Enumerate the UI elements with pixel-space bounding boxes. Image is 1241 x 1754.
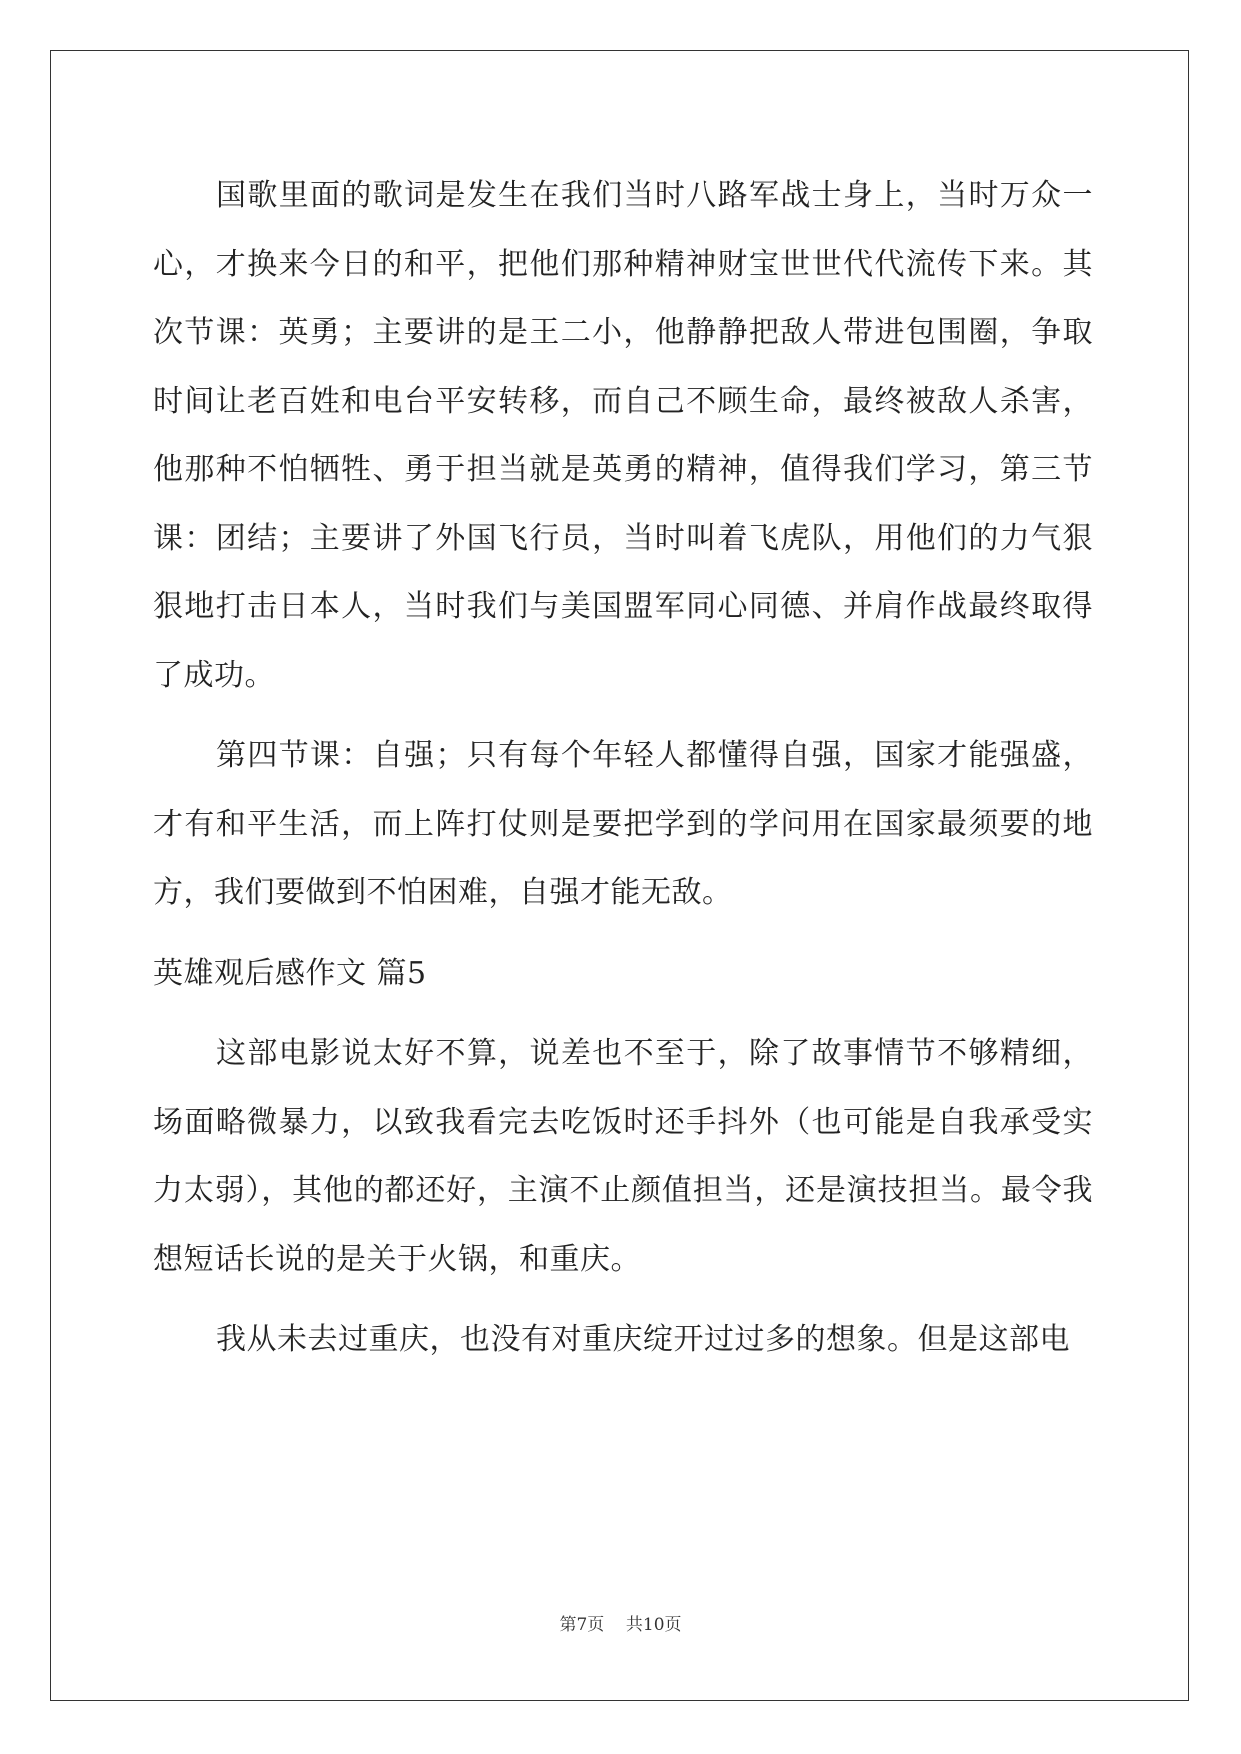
paragraph: 我从未去过重庆，也没有对重庆绽开过过多的想象。但是这部电 [216,1322,1070,1357]
page-number: 第7页 [559,1615,605,1635]
document-body [153,162,1093,1375]
page-footer [0,1610,1241,1635]
paragraph: 第四节课：自强；只有每个年轻人都懂得自强，国家才能强盛，才有和平生活，而上阵打仗则是要把学到的学问用在国家最须要的地方，我们要做到不怕困难，自强才能无敌。 [153,738,1093,910]
page-total: 共10页 [625,1615,682,1635]
paragraph: 这部电影说太好不算，说差也不至于，除了故事情节不够精细，场面略微暴力，以致我看完去吃饭时还手抖外（也可能是自我承受实力太弱），其他的都还好，主演不止颜值担当，还是演技担当。最令我想短话长说的是关于火锅，和重庆。 [153,1036,1093,1277]
paragraph: 国歌里面的歌词是发生在我们当时八路军战士身上，当时万众一心，才换来今日的和平，把他们那种精神财宝世世代代流传下来。其次节课：英勇；主要讲的是王二小，他静静把敌人带进包围圈，争取时间让老百姓和电台平安转移，而自己不顾生命，最终被敌人杀害，他那种不怕牺牲、勇于担当就是英勇的精神，值得我们学习，第三节课：团结；主要讲了外国飞行员，当时叫着飞虎队，用他们的力气狠狠地打击日本人，当时我们与美国盟军同心同德、并肩作战最终取得了成功。 [153,178,1093,693]
section-heading: 英雄观后感作文 篇5 [153,955,427,991]
